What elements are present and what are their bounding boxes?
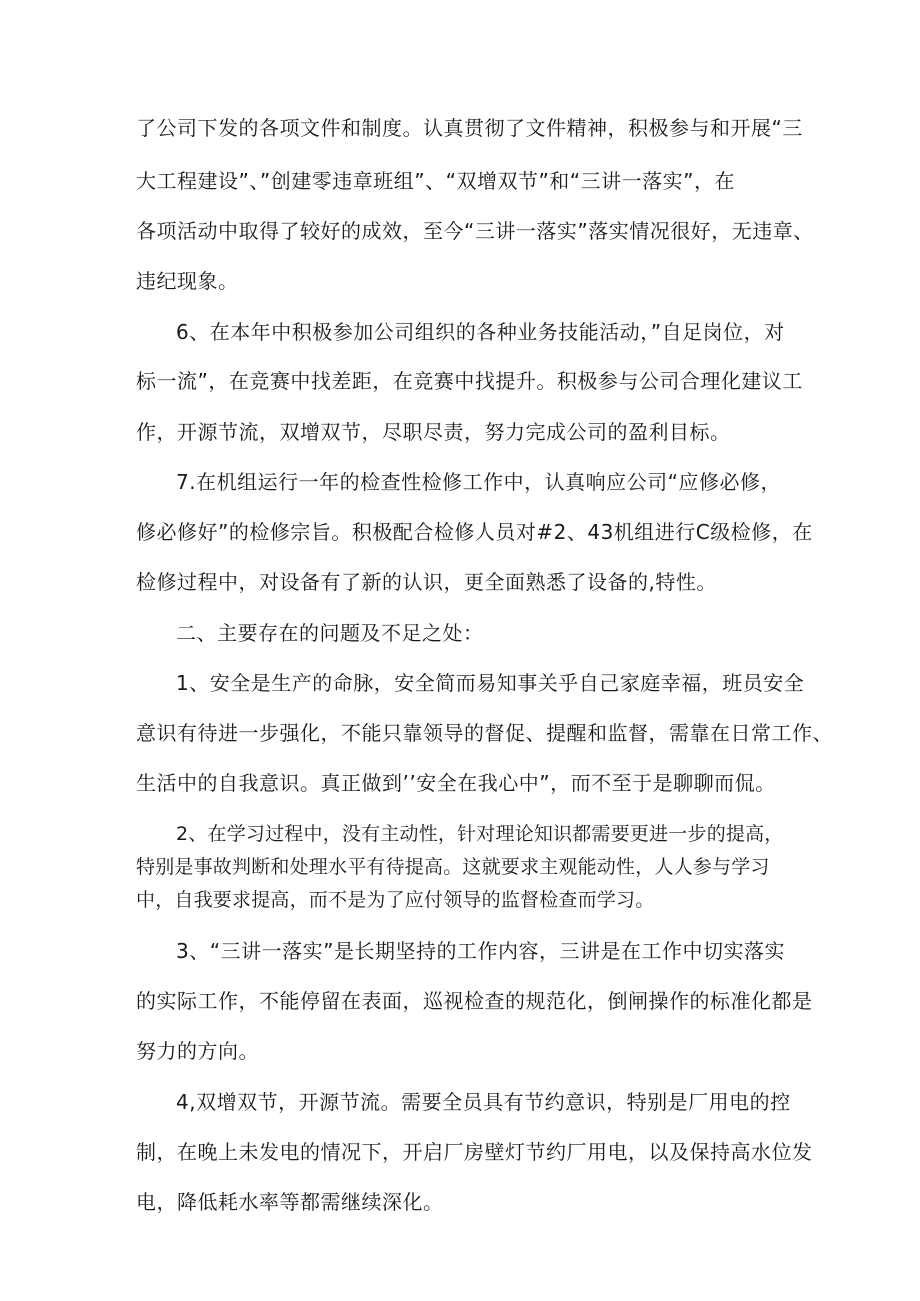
section-heading: 二、主要存在的问题及不足之处： <box>176 621 484 645</box>
problem-2-line-3: 中，自我要求提高，而不是为了应付领导的监督检查而学习。 <box>136 889 655 911</box>
paragraph-6-line-2: 标一流”，在竞赛中找差距，在竞赛中找提升。积极参与公司合理化建议工 <box>136 369 803 393</box>
paragraph-1-line-3: 各项活动中取得了较好的成效，至今“三讲一落实”落实情况很好，无违章、 <box>136 219 814 243</box>
paragraph-7-line-2: 修必修好”的检修宗旨。积极配合检修人员对#2、43机组进行C级检修，在 <box>136 520 813 544</box>
problem-1-line-1: 1、安全是生产的命脉，安全简而易知事关乎自己家庭幸福，班员安全 <box>176 671 805 695</box>
paragraph-1-line-2: 大工程建设”、”创建零违章班组”、“双增双节”和“三讲一落实”，在 <box>136 169 736 193</box>
problem-2-line-2: 特别是事故判断和处理水平有待提高。这就要求主观能动性，人人参与学习 <box>136 856 770 878</box>
paragraph-1-line-1: 了公司下发的各项文件和制度。认真贯彻了文件精神，积极参与和开展“三 <box>136 116 803 140</box>
paragraph-1-line-4: 违纪现象。 <box>136 269 239 293</box>
problem-1-line-2: 意识有待进一步强化，不能只靠领导的督促、提醒和监督，需靠在日常工作、 <box>136 721 833 745</box>
paragraph-6-line-1: 6、在本年中积极参加公司组织的各种业务技能活动，”自足岗位，对 <box>176 320 785 344</box>
problem-3-line-1: 3、“三讲一落实”是长期坚持的工作内容，三讲是在工作中切实落实 <box>176 939 785 963</box>
problem-4-line-3: 电，降低耗水率等都需继续深化。 <box>136 1190 444 1214</box>
problem-4-line-1: 4,双增双节，开源节流。需要全员具有节约意识，特别是厂用电的控 <box>176 1090 791 1114</box>
paragraph-6-line-3: 作，开源节流，双增双节，尽职尽责，努力完成公司的盈利目标。 <box>136 420 731 444</box>
paragraph-7-line-3: 检修过程中，对设备有了新的认识，更全面熟悉了设备的,特性。 <box>136 570 717 594</box>
problem-4-line-2: 制，在晚上未发电的情况下，开启厂房壁灯节约厂用电，以及保持高水位发 <box>136 1140 813 1164</box>
paragraph-7-line-1: 7.在机组运行一年的检查性检修工作中，认真响应公司“应修必修， <box>176 470 781 494</box>
problem-1-line-3: 生活中的自我意识。真正做到’’安全在我心中”，而不至于是聊聊而侃。 <box>136 771 776 795</box>
problem-3-line-2: 的实际工作，不能停留在表面，巡视检查的规范化，倒闸操作的标准化都是 <box>136 989 813 1013</box>
problem-2-line-1: 2、在学习过程中，没有主动性，针对理论知识都需要更进一步的提高， <box>176 823 784 845</box>
problem-3-line-3: 努力的方向。 <box>136 1039 259 1063</box>
